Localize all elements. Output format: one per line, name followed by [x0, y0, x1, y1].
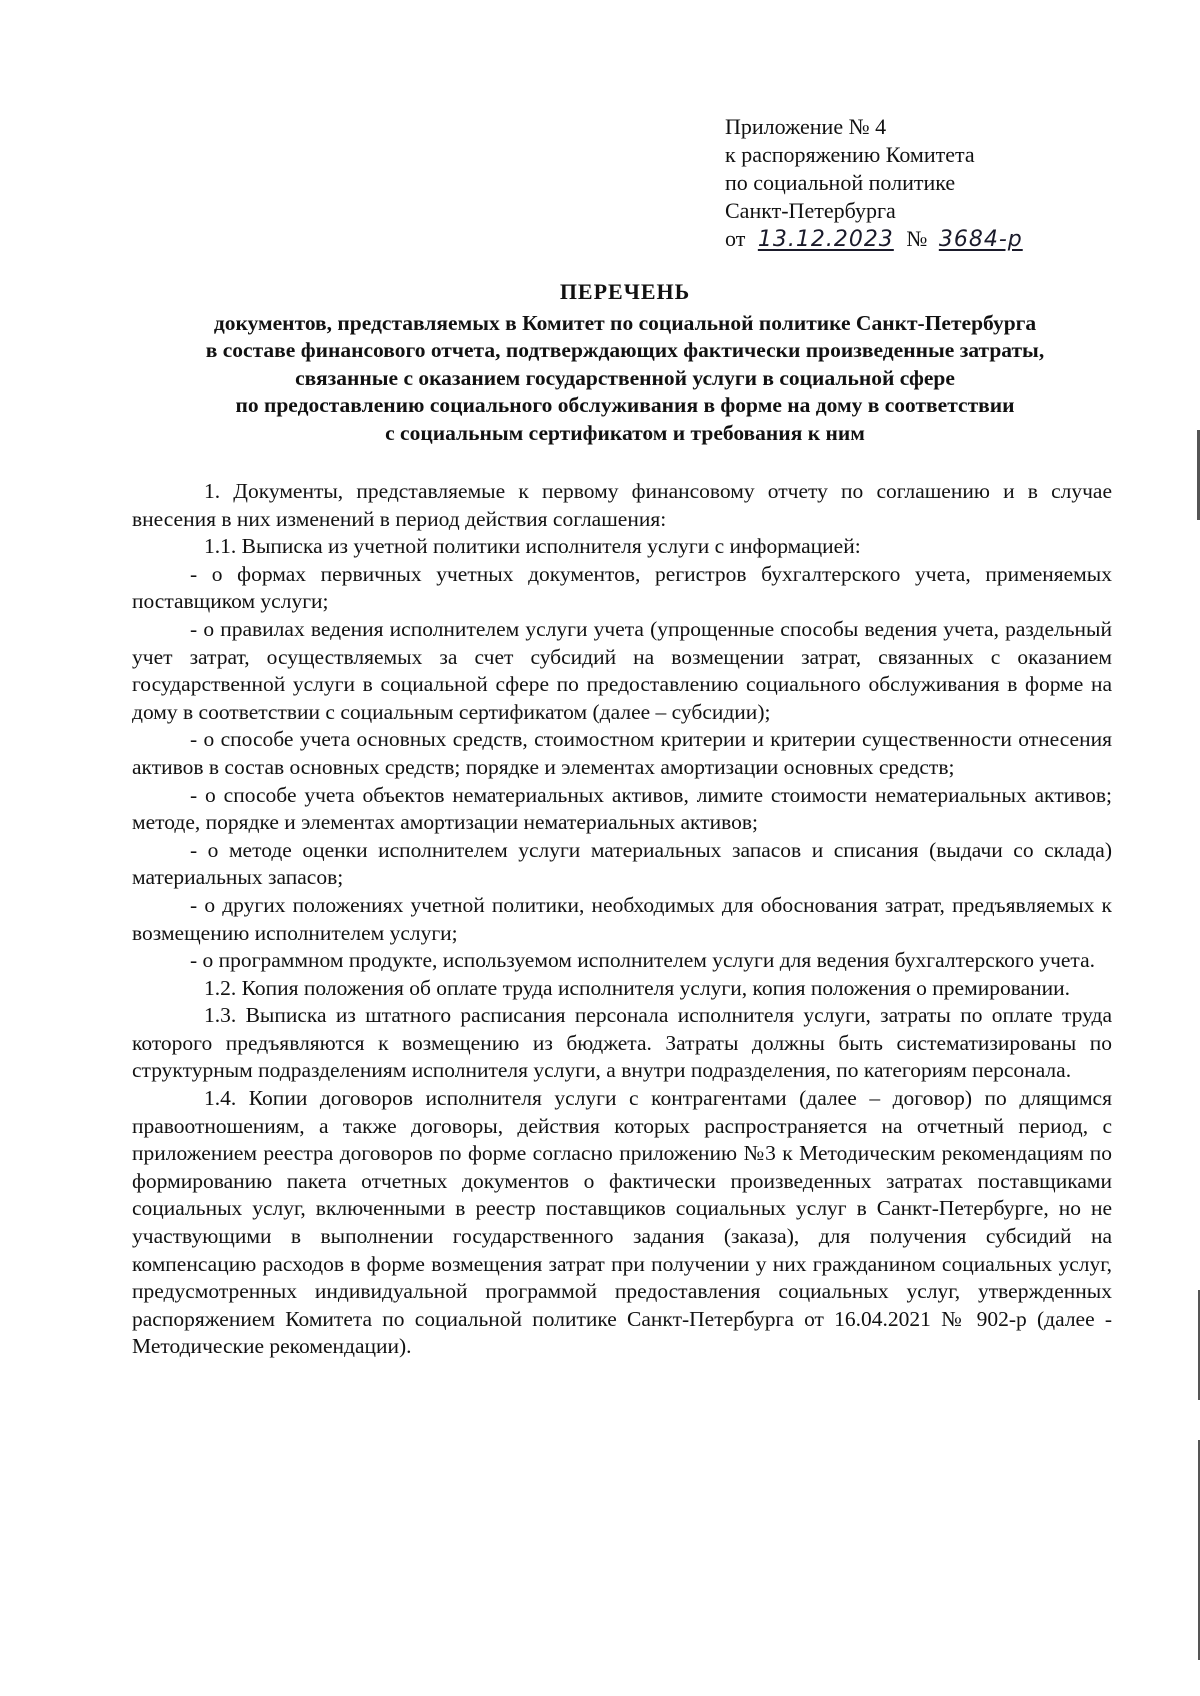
- document-body: [132, 478, 1112, 1361]
- appendix-date-number-line: [725, 225, 1125, 254]
- date-prefix: от: [725, 226, 746, 251]
- handwritten-order-number: 3684-р: [938, 227, 1023, 252]
- paragraph-1-2: 1.2. Копия положения об оплате труда исполнителя услуги, копия положения о премировании.: [204, 975, 1071, 1000]
- appendix-order-ref: к распоряжению Комитета: [725, 142, 975, 167]
- paragraph-rules: - о правилах ведения исполнителем услуги учета (упрощенные способы ведения учета, раздельный учет затрат, осуществляемых за счет субсидий на возмещении затрат, связанных с оказанием государственной услуги в социальной сфере по предоставлению социального обслуживания в форме на дому в соответствии с социальным сертификатом (далее – субсидии);: [132, 616, 1112, 724]
- title-line-3: связанные с оказанием государственной услуги в социальной сфере: [295, 365, 955, 390]
- title-line-2: в составе финансового отчета, подтверждающих фактически произведенные затраты,: [205, 338, 1045, 362]
- appendix-committee: по социальной политике: [725, 170, 956, 195]
- paragraph-forms: - о формах первичных учетных документов, регистров бухгалтерского учета, применяемых поставщиком услуги;: [132, 561, 1112, 614]
- appendix-city: Санкт-Петербурга: [725, 198, 896, 223]
- paragraph-intangibles: - о способе учета объектов нематериальных активов, лимите стоимости нематериальных активов; методе, порядке и элементах амортизации нематериальных активов;: [132, 782, 1112, 835]
- document-title: [130, 278, 1120, 447]
- title-line-5: с социальным сертификатом и требования к ним: [385, 420, 865, 445]
- paragraph-1-4: 1.4. Копии договоров исполнителя услуги с контрагентами (далее – договор) по длящимся правоотношениям, а также договоры, действия которых распространяется на отчетный период, с приложением реестра договоров по форме согласно приложению №3 к Методическим рекомендациям по формированию пакета отчетных документов о фактически произведенных затратах поставщиками социальных услуг, включенными в реестр поставщиков социальных услуг в Санкт-Петербурге, но не участвующими в выполнении государственного задания (заказа), для получения субсидий на компенсацию расходов в форме возмещения затрат при получении у них гражданином социальных услуг, предусмотренных индивидуальной программой предоставления социальных услуг, утвержденных распоряжением Комитета по социальной политике Санкт-Петербурга от 16.04.2021 № 902-р (далее - Методические рекомендации).: [132, 1086, 1112, 1359]
- number-sign: №: [906, 226, 928, 251]
- title-line-1: документов, представляемых в Комитет по социальной политике Санкт-Петербурга: [213, 310, 1037, 335]
- paragraph-fixed-assets: - о способе учета основных средств, стоимостном критерии и критерии существенности отнесения активов в состав основных средств; порядке и элементах амортизации основных средств;: [132, 727, 1112, 779]
- paragraph-1: 1. Документы, представляемые к первому финансовому отчету по соглашению и в случае внесения в них изменений в период действия соглашения:: [132, 479, 1112, 531]
- paragraph-other-policies: - о других положениях учетной политики, необходимых для обоснования затрат, предъявляемых к возмещению исполнителем услуги;: [132, 892, 1112, 945]
- handwritten-date: 13.12.2023: [757, 227, 894, 252]
- title-line-4: по предоставлению социального обслуживания в форме на дому в соответствии: [235, 393, 1015, 417]
- paragraph-1-3: 1.3. Выписка из штатного расписания персонала исполнителя услуги, затраты по оплате труда которого предъявляются к возмещению из бюджета. Затраты должны быть систематизированы по структурным подразделениям исполнителя услуги, а внутри подразделения, по категориям персонала.: [132, 1003, 1112, 1083]
- title-main: ПЕРЕЧЕНЬ: [559, 279, 691, 304]
- paragraph-inventory: - о методе оценки исполнителем услуги материальных запасов и списания (выдачи со склада) материальных запасов;: [132, 837, 1112, 890]
- paragraph-1-1: 1.1. Выписка из учетной политики исполнителя услуги с информацией:: [204, 534, 861, 559]
- appendix-number: Приложение № 4: [725, 114, 887, 139]
- appendix-header: [725, 113, 1125, 254]
- paragraph-software: - о программном продукте, используемом исполнителем услуги для ведения бухгалтерского учета.: [190, 948, 1095, 973]
